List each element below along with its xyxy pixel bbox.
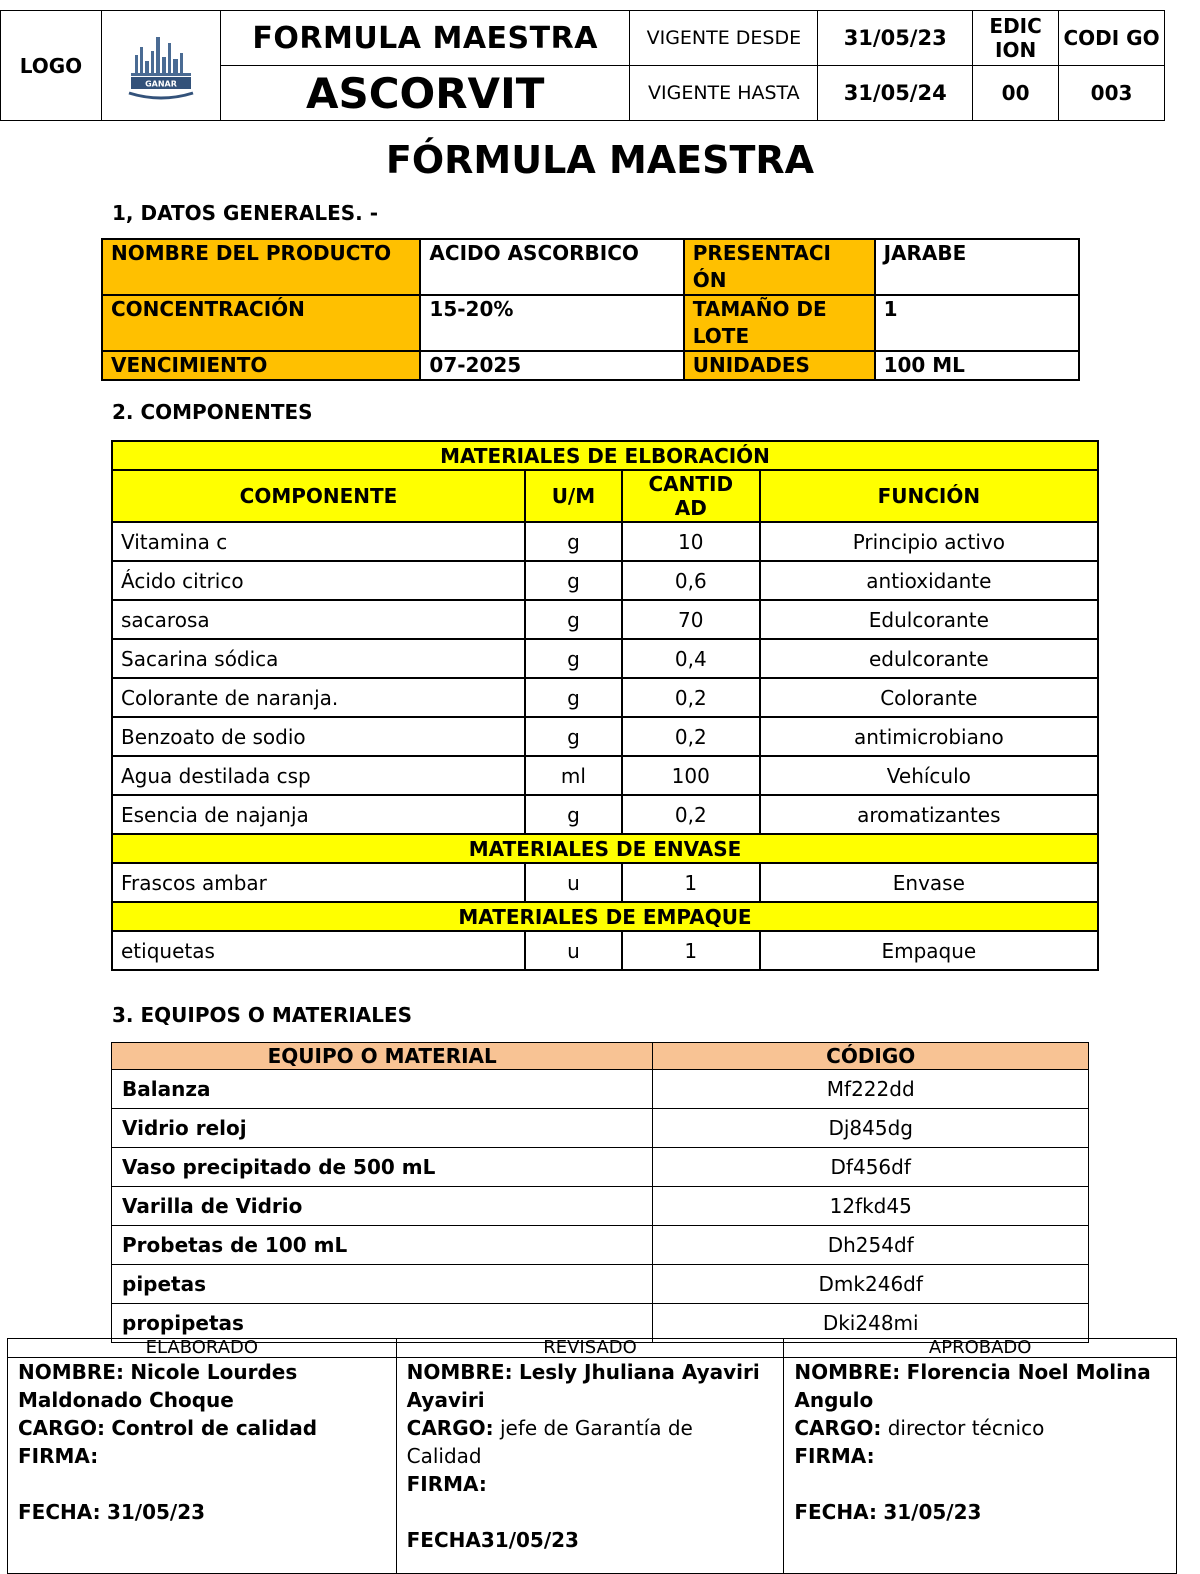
- aprobado-cargo-label: CARGO:: [794, 1416, 882, 1440]
- cell-cantidad: 0,4: [622, 639, 760, 678]
- equipo-code: Df456df: [653, 1148, 1089, 1187]
- col-cantidad: CANTID AD: [622, 470, 760, 522]
- presentacion-label: PRESENTACI ÓN: [684, 239, 875, 295]
- revisado-cargo: jefe de Garantía de Calidad: [406, 1416, 693, 1468]
- col-componente: COMPONENTE: [112, 470, 525, 522]
- aprobado-block: [784, 1358, 1177, 1574]
- revisado-block: [396, 1358, 784, 1574]
- cell-funcion: Vehículo: [760, 756, 1098, 795]
- nombre-label: NOMBRE DEL PRODUCTO: [102, 239, 420, 295]
- table-row: [112, 1109, 1089, 1148]
- section-title-equipos: 3. EQUIPOS O MATERIALES: [112, 1003, 413, 1027]
- aprobado-fecha: 31/05/23: [883, 1500, 982, 1524]
- table-row: [112, 639, 1098, 678]
- table-row: [112, 522, 1098, 561]
- table-row: [112, 717, 1098, 756]
- tamano-lote-value: 1: [875, 295, 1079, 351]
- table-row: [112, 931, 1098, 970]
- table-row: [112, 1265, 1089, 1304]
- edicion-value: 00: [973, 66, 1059, 121]
- table-row: [112, 863, 1098, 902]
- cell-componente: Ácido citrico: [112, 561, 525, 600]
- aprobado-firma-label: FIRMA:: [794, 1444, 875, 1468]
- revisado-head: REVISADO: [396, 1339, 784, 1358]
- presentacion-value: JARABE: [875, 239, 1079, 295]
- col-um: U/M: [525, 470, 622, 522]
- section-title-datos: 1, DATOS GENERALES. -: [112, 201, 379, 225]
- codigo-value: 003: [1059, 66, 1165, 121]
- cell-cantidad: 100: [622, 756, 760, 795]
- revisado-fecha: 31/05/23: [480, 1528, 579, 1552]
- cell-cantidad: 0,2: [622, 678, 760, 717]
- col-codigo: CÓDIGO: [653, 1043, 1089, 1070]
- col-equipo: EQUIPO O MATERIAL: [112, 1043, 653, 1070]
- unidades-label: UNIDADES: [684, 351, 875, 380]
- revisado-cargo-label: CARGO:: [406, 1416, 494, 1440]
- cell-um: g: [525, 522, 622, 561]
- tamano-lote-label: TAMAÑO DE LOTE: [684, 295, 875, 351]
- cell-cantidad: 0,2: [622, 795, 760, 834]
- concentracion-label: CONCENTRACIÓN: [102, 295, 420, 351]
- cell-um: ml: [525, 756, 622, 795]
- vencimiento-value: 07-2025: [420, 351, 683, 380]
- nombre-value: ACIDO ASCORBICO: [420, 239, 683, 295]
- revisado-nombre-label: NOMBRE:: [406, 1360, 513, 1384]
- equipos-table: [111, 1042, 1089, 1343]
- cell-um: u: [525, 931, 622, 970]
- company-logo: [101, 11, 220, 121]
- cell-cantidad: 10: [622, 522, 760, 561]
- band-envase: MATERIALES DE ENVASE: [112, 834, 1098, 863]
- cell-funcion: Empaque: [760, 931, 1098, 970]
- cell-componente: Frascos ambar: [112, 863, 525, 902]
- equipo-name: Varilla de Vidrio: [112, 1187, 653, 1226]
- cell-cantidad: 1: [622, 863, 760, 902]
- revisado-firma-label: FIRMA:: [406, 1472, 487, 1496]
- band-elaboracion: MATERIALES DE ELBORACIÓN: [112, 441, 1098, 470]
- section-title-componentes: 2. COMPONENTES: [112, 400, 313, 424]
- equipo-name: propipetas: [112, 1304, 653, 1343]
- equipo-code: Dj845dg: [653, 1109, 1089, 1148]
- cell-componente: Agua destilada csp: [112, 756, 525, 795]
- table-row: [112, 561, 1098, 600]
- cell-cantidad: 0,2: [622, 717, 760, 756]
- equipo-name: Balanza: [112, 1070, 653, 1109]
- cell-cantidad: 70: [622, 600, 760, 639]
- cell-um: g: [525, 639, 622, 678]
- logo-label: LOGO: [1, 11, 102, 121]
- cell-componente: Esencia de najanja: [112, 795, 525, 834]
- cell-funcion: Envase: [760, 863, 1098, 902]
- signatures-table: [7, 1338, 1177, 1574]
- col-funcion: FUNCIÓN: [760, 470, 1098, 522]
- equipo-code: 12fkd45: [653, 1187, 1089, 1226]
- componentes-table: [111, 440, 1099, 971]
- vigente-desde-label: VIGENTE DESDE: [630, 11, 818, 66]
- equipo-name: Probetas de 100 mL: [112, 1226, 653, 1265]
- elaborado-block: [8, 1358, 397, 1574]
- aprobado-nombre-label: NOMBRE:: [794, 1360, 901, 1384]
- vigente-hasta-label: VIGENTE HASTA: [630, 66, 818, 121]
- cell-componente: etiquetas: [112, 931, 525, 970]
- cell-funcion: antimicrobiano: [760, 717, 1098, 756]
- cell-um: g: [525, 795, 622, 834]
- equipo-code: Dki248mi: [653, 1304, 1089, 1343]
- table-row: [112, 795, 1098, 834]
- cell-um: g: [525, 600, 622, 639]
- elaborado-cargo: Control de calidad: [111, 1416, 318, 1440]
- table-row: [112, 600, 1098, 639]
- vigente-hasta-value: 31/05/24: [818, 66, 973, 121]
- cell-um: g: [525, 561, 622, 600]
- concentracion-value: 15-20%: [420, 295, 683, 351]
- aprobado-head: APROBADO: [784, 1339, 1177, 1358]
- cell-componente: Sacarina sódica: [112, 639, 525, 678]
- elaborado-nombre-label: NOMBRE:: [18, 1360, 124, 1384]
- table-row: [112, 1226, 1089, 1265]
- equipo-code: Dmk246df: [653, 1265, 1089, 1304]
- equipo-name: Vidrio reloj: [112, 1109, 653, 1148]
- cell-funcion: aromatizantes: [760, 795, 1098, 834]
- header-brand: ASCORVIT: [220, 66, 630, 121]
- equipo-name: Vaso precipitado de 500 mL: [112, 1148, 653, 1187]
- cell-cantidad: 0,6: [622, 561, 760, 600]
- table-row: [112, 1148, 1089, 1187]
- table-row: [112, 756, 1098, 795]
- cell-componente: sacarosa: [112, 600, 525, 639]
- table-row: [112, 1070, 1089, 1109]
- codigo-label: CODI GO: [1059, 11, 1165, 66]
- vencimiento-label: VENCIMIENTO: [102, 351, 420, 380]
- cell-componente: Colorante de naranja.: [112, 678, 525, 717]
- unidades-value: 100 ML: [875, 351, 1079, 380]
- aprobado-fecha-label: FECHA:: [794, 1500, 877, 1524]
- cell-um: g: [525, 717, 622, 756]
- equipo-name: pipetas: [112, 1265, 653, 1304]
- table-row: [112, 678, 1098, 717]
- cell-um: g: [525, 678, 622, 717]
- elaborado-fecha: 31/05/23: [106, 1500, 206, 1524]
- datos-generales-table: [101, 238, 1080, 381]
- revisado-nombre: Lesly Jhuliana Ayaviri Ayaviri: [406, 1360, 760, 1412]
- cell-componente: Benzoato de sodio: [112, 717, 525, 756]
- equipo-code: Mf222dd: [653, 1070, 1089, 1109]
- document-header: [0, 10, 1165, 121]
- elaborado-fecha-label: FECHA:: [18, 1500, 101, 1524]
- cell-um: u: [525, 863, 622, 902]
- elaborado-cargo-label: CARGO:: [18, 1416, 105, 1440]
- cell-funcion: Colorante: [760, 678, 1098, 717]
- cell-cantidad: 1: [622, 931, 760, 970]
- aprobado-nombre: Florencia Noel Molina Angulo: [794, 1360, 1151, 1412]
- equipo-code: Dh254df: [653, 1226, 1089, 1265]
- page-title: FÓRMULA MAESTRA: [385, 138, 815, 182]
- vigente-desde-value: 31/05/23: [818, 11, 973, 66]
- svg-text:GANAR: GANAR: [144, 79, 177, 88]
- elaborado-firma-label: FIRMA:: [18, 1444, 99, 1468]
- aprobado-cargo: director técnico: [887, 1416, 1045, 1440]
- cell-funcion: Principio activo: [760, 522, 1098, 561]
- elaborado-head: ELABORADO: [8, 1339, 397, 1358]
- band-empaque: MATERIALES DE EMPAQUE: [112, 902, 1098, 931]
- factory-logo-icon: [121, 21, 201, 107]
- table-row: [112, 1187, 1089, 1226]
- elaborado-nombre: Nicole Lourdes Maldonado Choque: [18, 1360, 298, 1412]
- revisado-fecha-label: FECHA: [406, 1528, 481, 1552]
- cell-funcion: Edulcorante: [760, 600, 1098, 639]
- edicion-label: EDIC ION: [973, 11, 1059, 66]
- cell-funcion: edulcorante: [760, 639, 1098, 678]
- cell-componente: Vitamina c: [112, 522, 525, 561]
- header-title: FORMULA MAESTRA: [220, 11, 630, 66]
- cell-funcion: antioxidante: [760, 561, 1098, 600]
